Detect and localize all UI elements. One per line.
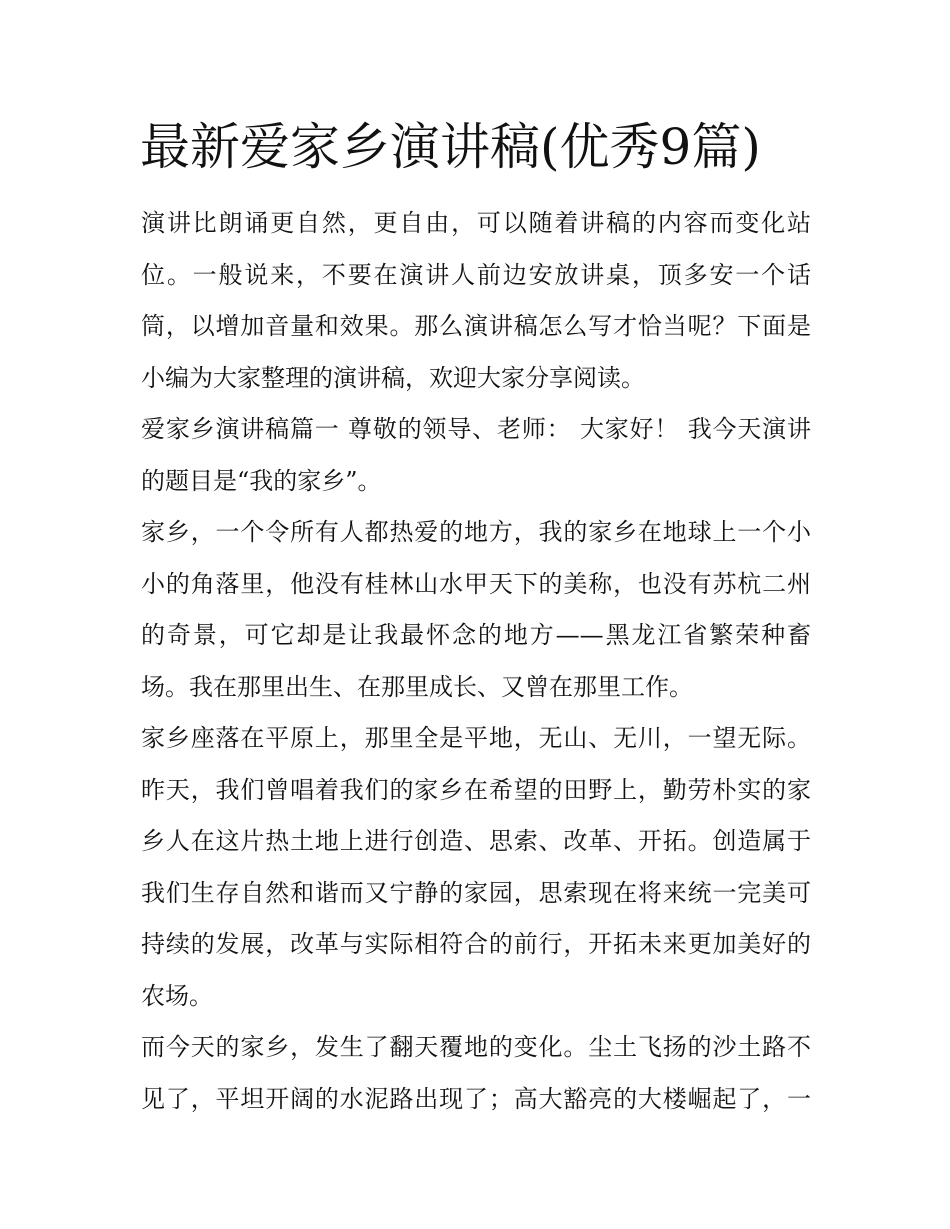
body-line-16: 农场。 [141, 981, 213, 1010]
document-title: 最新爱家乡演讲稿(优秀9篇) [140, 118, 761, 176]
body-line-6: 的题目是“我的家乡”。 [141, 466, 382, 495]
body-line-15: 持续的发展，改革与实际相符合的前行，开拓未来更加美好的 [141, 930, 811, 958]
body-line-12: 昨天，我们曾唱着我们的家乡在希望的田野上，勤劳朴实的家 [141, 775, 811, 804]
body-line-18: 见了，平坦开阔的水泥路出现了；高大豁亮的大楼崛起了，一 [141, 1084, 811, 1113]
body-line-5: 爱家乡演讲稿篇一 尊敬的领导、老师： 大家好！ 我今天演讲 [141, 415, 811, 443]
body-line-14: 我们生存自然和谐而又宁静的家园，思索现在将来统一完美可 [141, 878, 811, 907]
body-line-7: 家乡，一个令所有人都热爱的地方，我的家乡在地球上一个小 [141, 518, 811, 546]
body-line-1: 演讲比朗诵更自然，更自由，可以随着讲稿的内容而变化站 [141, 209, 811, 237]
body-line-3: 筒，以增加音量和效果。那么演讲稿怎么写才恰当呢？下面是 [141, 312, 811, 340]
body-line-8: 小的角落里，他没有桂林山水甲天下的美称，也没有苏杭二州 [141, 569, 811, 598]
document-body [141, 198, 811, 1125]
body-line-11: 家乡座落在平原上，那里全是平地，无山、无川，一望无际。 [141, 724, 811, 752]
body-line-4: 小编为大家整理的演讲稿，欢迎大家分享阅读。 [141, 363, 645, 392]
body-line-10: 场。我在那里出生、在那里成长、又曾在那里工作。 [141, 672, 693, 701]
body-line-2: 位。一般说来，不要在演讲人前边安放讲桌，顶多安一个话 [141, 260, 811, 289]
body-line-13: 乡人在这片热土地上进行创造、思索、改革、开拓。创造属于 [141, 827, 811, 855]
body-line-9: 的奇景，可它却是让我最怀念的地方——黑龙江省繁荣种畜 [141, 621, 811, 649]
body-line-17: 而今天的家乡，发生了翻天覆地的变化。尘土飞扬的沙土路不 [141, 1033, 811, 1061]
